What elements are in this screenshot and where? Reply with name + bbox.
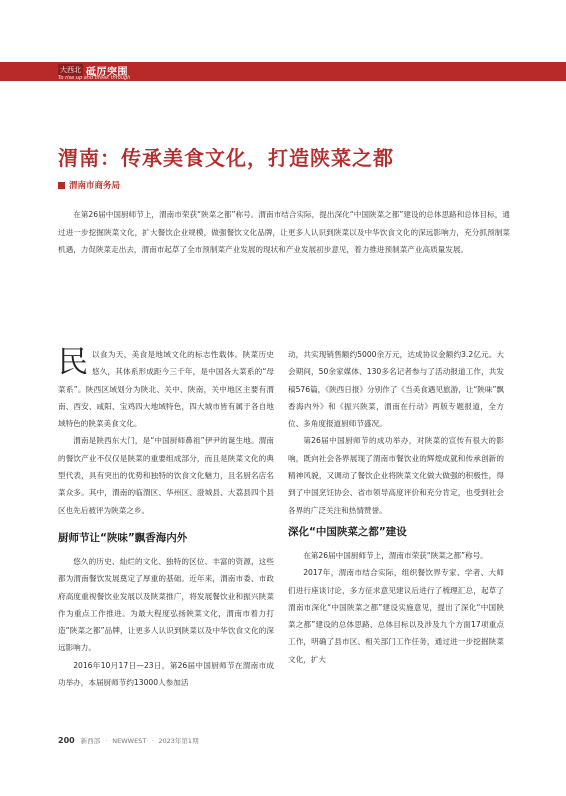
paragraph: 渭南是陕西东大门，是“中国厨师鼻祖”伊尹的诞生地。渭南的餐饮产业不仅仅是陕菜的重要组成部分，而且是陕菜文化的典型代表，具有突出的优势和独特的饮食文化魅力，且名厨名店名菜众多。其中，渭南的临渭区、华州区、澄城县、大荔县四个县区也先后被评为陕菜之乡。 bbox=[58, 436, 274, 515]
drop-cap: 民 bbox=[58, 345, 88, 380]
abstract: 在第26届中国厨师节上，渭南市荣获“陕菜之都”称号。渭南市结合实际，提出深化“中国陕菜之都”建设的总体思路和总体目标，通过进一步挖掘陕菜文化，扩大餐饮企业规模，做强餐饮文化品牌，让更多人认识到陕菜以及中华饮食文化的深远影响力，充分抓预制菜机遇，力促陕菜走出去，渭南市起草了全市预制菜产业发展的现状和产业发展初步意见，着力推进预制菜产业高质量发展。 bbox=[58, 210, 510, 254]
section-heading: 深化“中国陕菜之都”建设 bbox=[288, 525, 407, 538]
section-heading: 厨师节让“陕味”飘香海内外 bbox=[58, 531, 188, 544]
section-subtitle: To rise up and break through bbox=[58, 75, 131, 81]
section-title: 砥厉突围 bbox=[86, 66, 128, 78]
paragraph bbox=[58, 346, 274, 432]
magazine-name: 新西部 bbox=[80, 737, 101, 745]
paragraph: 2017年，渭南市结合实际，组织餐饮界专家、学者、大师们进行座谈讨论，多方征求意见建议后进行了梳理汇总，起草了渭南市深化“中国陕菜之都”建设实施意见，提出了深化“中国陕菜之都”建设的总体思路、总体目标以及涉及九个方面17项重点工作，明确了县市区、相关部门工作任务，通过进一步挖掘陕菜文化，扩大 bbox=[288, 568, 504, 664]
magazine-name-en: NEWWEST bbox=[112, 736, 147, 745]
page-number: 200 bbox=[58, 736, 75, 745]
byline-square-icon bbox=[58, 182, 65, 189]
author: 渭南市商务局 bbox=[69, 181, 121, 191]
paragraph: 2016年10月17日—23日，第26届中国厨师节在渭南市成功举办，本届厨师节约13000人参加活 bbox=[58, 660, 274, 688]
paragraph: 在第26届中国厨师节上，渭南市荣获“陕菜之都”称号。 bbox=[303, 550, 488, 560]
article-title: 渭南：传承美食文化，打造陕菜之都 bbox=[58, 146, 394, 170]
paragraph: 第26届中国厨师节的成功举办，对陕菜的宣传有很大的影响，既向社会各界展现了渭南市餐饮业的辉煌成就和传承创新的精神风貌，又调动了餐饮企业将陕菜文化做大做强的积极性，得到了中国烹饪协会、省市领导高度评价和充分肯定，也受到社会各界的广泛关注和热情赞誉。 bbox=[288, 436, 504, 515]
issue: 2023年第1期 bbox=[158, 737, 199, 745]
left-column bbox=[58, 346, 274, 691]
footer-divider: · bbox=[105, 736, 108, 745]
paragraph-text: 以食为天，美食是地域文化的标志性载体。陕菜历史悠久，其体系形成距今三千年，是中国各大菜系的“母菜系”。陕西区域划分为陕北、关中、陕南，关中地区主要有渭南、西安、咸阳、宝鸡四大地域特色，四大城市皆有属于各自地域特色的陕菜美食文化。 bbox=[58, 350, 274, 429]
right-column bbox=[288, 346, 504, 668]
paragraph: 悠久的历史、灿烂的文化、独特的区位、丰富的资源，这些都为渭南餐饮发展奠定了厚重的基础。近年来，渭南市委、市政府高度重视餐饮业发展以及陕菜推广，将发展餐饮业和振兴陕菜作为重点工作推进。为最大程度弘扬陕菜文化，渭南市着力打造“陕菜之都”品牌，让更多人认识到陕菜以及中华饮食文化的深远影响力。 bbox=[58, 556, 274, 653]
byline bbox=[58, 179, 120, 191]
page-footer bbox=[58, 736, 199, 745]
paragraph: 动，共实现销售额约5000余万元，达成协议金额约3.2亿元。大会期间，50余家媒体、130多名记者参与了活动报道工作，共发稿576篇，《陕西日报》分别作了《当美食遇见旅游，让“陕味”飘香海内外》和《振兴陕菜，渭南在行动》两版专题报道，全方位、多角度报道厨师节盛况。 bbox=[288, 350, 504, 429]
footer-divider: · bbox=[151, 736, 154, 745]
magazine-logo: 大西北 bbox=[60, 66, 81, 74]
